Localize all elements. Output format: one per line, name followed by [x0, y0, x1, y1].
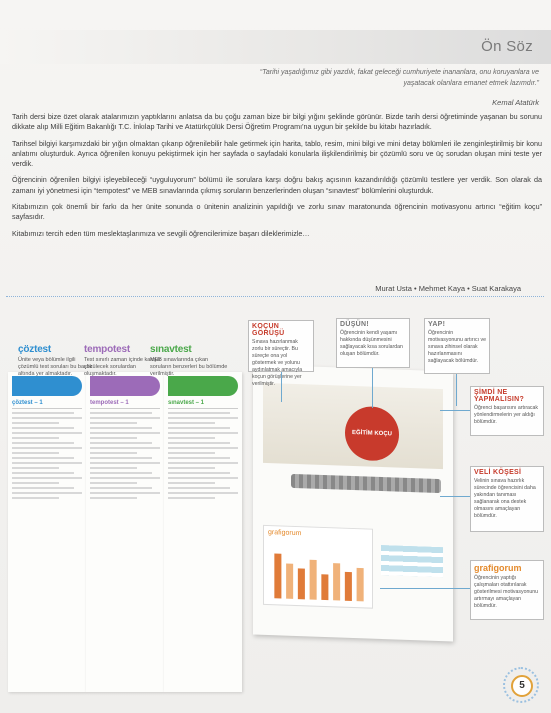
connector-line [380, 588, 470, 589]
chart-bar [274, 553, 281, 598]
chart-bar [333, 563, 340, 600]
callout-veli: VELİ KÖŞESİ Velinin sınava hazırlık sürecinde öğrencisini daha yakından tanıması sağlanarak ona destek olmasını amaçlayan bölümdür. [470, 466, 544, 532]
book-page-sinavtest [164, 372, 242, 692]
quote-author: Kemal Atatürk [492, 98, 539, 107]
grafigorum-chart [263, 525, 373, 609]
book-page-coztest [8, 372, 86, 692]
paragraph: Kitabımızı tercih eden tüm meslektaşlarımıza ve sevgili öğrencilerimize başarı dileklerimizle… [12, 228, 310, 238]
book-samples [8, 372, 243, 697]
quote-text: “Tarihi yaşadığımız gibi yazdık, fakat geleceği cumhuriyete inananlara, onu koruyanlara ve yaşatacak olanlara emanet etmek lazımdır.” [259, 69, 539, 87]
paragraph: Tarih dersi bize özet olarak atalarımızın yaptıklarını anlatsa da bu çoğu zaman bize bir bilgi yığını şeklinde görünür. Bizde tarih dersi öğretiminde yaşanan bu sorunu dikkate alıp Milli Eğitim Bakanlığı T.C. İnkılap Tarihi ve Atatürkçülük Dersi Öğretim Programı'na uygun bir şekilde bu kitabı hazırladık. [12, 112, 542, 132]
page-title: Ön Söz [481, 38, 533, 55]
book-section-title: çöztest – 1 [12, 400, 82, 409]
book-tab [168, 376, 238, 396]
chart-bar [298, 568, 305, 599]
paragraph: Kitabımızın çok önemli bir farkı da her ünite sonunda o ünitenin analizinin yapıldığı ve zorlu sınav maratonunda öğrencinin motivasyonu artırıcı “eğitim koçu” sayfasıdır. [12, 202, 542, 222]
chart-bar [321, 574, 328, 600]
label-coztest: çöztest Ünite veya bölümle ilgili çözümlü test soruları bu başlık altında yer almaktadır. [18, 344, 93, 377]
connector-line [440, 410, 470, 411]
connector-line [440, 496, 470, 497]
connector-line [281, 372, 282, 402]
divider [6, 296, 544, 297]
body-text [12, 112, 542, 245]
chart-title: grafigorum [268, 529, 302, 538]
connector-line [456, 374, 457, 406]
book-section-title: sınavtest – 1 [168, 400, 238, 409]
results-table [381, 545, 443, 577]
book-section-title: tempotest – 1 [90, 400, 160, 409]
callout-kocun-gorusu: KOÇUN GÖRÜŞÜ Sınava hazırlanmak zorlu bir süreçtir. Bu süreçte ona yol göstermek ve yolunu aydınlatmak amacıyla koçun görüşlerine yer verilmiştir. [248, 320, 314, 372]
pencil-illustration [291, 474, 441, 493]
page-number: 5 [511, 675, 533, 697]
book-tab [90, 376, 160, 396]
book-page-tempotest [86, 372, 164, 692]
chart-bar [345, 572, 352, 601]
callout-grafigorum: grafigorum Öğrencinin yaptığı çalışmaları otattırılarak gösterilmesi motivasyonunu artırmayı amaçlayan bölümdür. [470, 560, 544, 620]
header-bar [0, 30, 551, 64]
paragraph: Tarihsel bilgiyi karşımızdaki bir yığın olmaktan çıkarıp öğrenilebilir hale getirmek için harita, tablo, resim, mini bilgi ve mini detay bölümleri ile zenginleştirilmiş bir konu anlatımı oluşturduk. Ayrıca öğrenilen konuyu pekiştirmek için her sayfada o sayfadaki konularla ilişkilendirilmiş bir çözümlü soru ve üç sorudan oluşan mini teste yer verdik. [12, 138, 542, 169]
label-tempotest: tempotest Test sınırlı zaman içinde karışık çözülecek sorulardan oluşmaktadır. [84, 344, 161, 377]
coach-page-sample [253, 365, 453, 642]
label-sinavtest: sınavtest MEB sınavlarında çıkan soruların benzerleri bu bölümde verilmiştir. [150, 344, 228, 377]
callout-simdi: ŞİMDİ NE YAPMALISIN? Öğrenci başarısını artıracak yönlendirmelerin yer aldığı bölümdür. [470, 386, 544, 436]
chart-bar [357, 568, 364, 602]
callout-yap: YAP! Öğrencinin motivasyonunu artırıcı ve sınava zihinsel olarak hazırlanmasını sağlayacak bölümdür. [424, 318, 490, 374]
chart-bar [286, 563, 293, 598]
page-number-badge [499, 663, 543, 707]
callout-dusun: DÜŞÜN! Öğrencinin kendi yaşamı hakkında düşünmesini sağlayacak kısa sorulardan oluşan bölümdür. [336, 318, 410, 368]
coach-seal: EĞİTİM KOÇU [345, 406, 399, 462]
authors-signature: Murat Usta • Mehmet Kaya • Suat Karakaya [375, 284, 521, 293]
paragraph: Öğrencinin öğrenilen bilgiyi işleyebileceği “uyguluyorum” bölümü ile sorulara karşı doğru bakış açısının kazandırıldığı çözümlü testlere yer verdik. Son olarak da zamanı iyi yönetmesi için “tempotest” ve MEB sınavlarında çıkmış soruların benzerlerinden oluşan “sınavtest” bölümlerini oluşturduk. [12, 175, 542, 195]
connector-line [372, 368, 373, 408]
chart-bar [310, 560, 317, 600]
bar-chart [264, 526, 374, 610]
book-tab [12, 376, 82, 396]
